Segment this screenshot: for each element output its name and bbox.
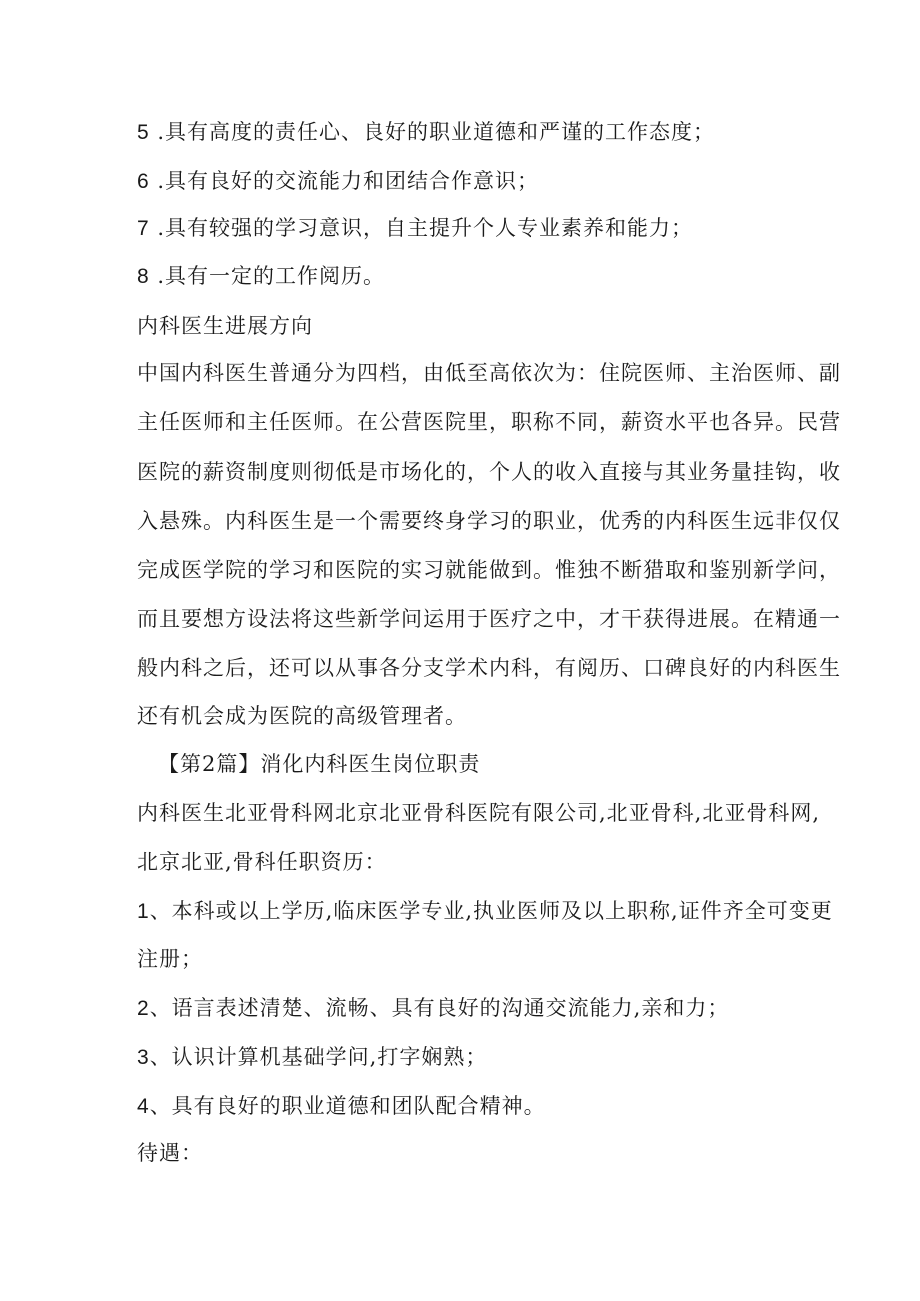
requirement-item — [137, 896, 833, 927]
item-number: 1 — [137, 900, 150, 923]
item-text: 、认识计算机基础学问,打字娴熟； — [149, 1045, 488, 1069]
intro-line: 内科医生北亚骨科网北京北亚骨科医院有限公司,北亚骨科,北亚骨科网, — [137, 801, 821, 825]
paragraph-line: 中国内科医生普通分为四档，由低至高依次为：住院医师、主治医师、副 — [137, 361, 841, 385]
requirement-item — [137, 1042, 487, 1073]
list-item — [137, 261, 385, 292]
paragraph-line: 主任医师和主任医师。在公营医院里，职称不同，薪资水平也各异。民营 — [137, 410, 841, 434]
item-text: .具有一定的工作阅历。 — [157, 264, 386, 288]
item-number: 3 — [137, 1046, 150, 1069]
item-text: .具有较强的学习意识，自主提升个人专业素养和能力； — [157, 216, 694, 240]
chapter-title: 【第2篇】消化内科医生岗位职责 — [158, 752, 481, 776]
list-item — [137, 166, 539, 197]
section-heading: 内科医生进展方向 — [137, 314, 313, 338]
item-text: 、语言表述清楚、流畅、具有良好的沟通交流能力,亲和力； — [149, 996, 730, 1020]
list-item — [137, 213, 693, 244]
paragraph-line: 完成医学院的学习和医院的实习就能做到。惟独不断猎取和鉴别新学问， — [137, 558, 841, 582]
item-number: 6 — [137, 170, 150, 193]
item-text: .具有良好的交流能力和团结合作意识； — [157, 169, 540, 193]
list-item — [137, 117, 715, 148]
item-number: 8 — [137, 265, 150, 288]
item-text: .具有高度的责任心、良好的职业道德和严谨的工作态度； — [157, 120, 716, 144]
paragraph-line: 而且要想方设法将这些新学问运用于医疗之中，才干获得进展。在精通一 — [137, 607, 841, 631]
item-number: 4 — [137, 1095, 150, 1118]
requirement-item — [137, 1091, 546, 1122]
item-number: 2 — [137, 997, 150, 1020]
item-number: 5 — [137, 121, 150, 144]
item-number: 7 — [137, 217, 150, 240]
item-text: 注册； — [137, 947, 203, 971]
intro-line: 北京北亚,骨科任职资历： — [137, 850, 387, 874]
paragraph-line: 还有机会成为医院的高级管理者。 — [137, 704, 467, 728]
item-text: 、具有良好的职业道德和团队配合精神。 — [149, 1094, 546, 1118]
paragraph-line: 入悬殊。内科医生是一个需要终身学习的职业，优秀的内科医生远非仅仅 — [137, 509, 841, 533]
paragraph-line: 医院的薪资制度则彻低是市场化的，个人的收入直接与其业务量挂钩，收 — [137, 460, 841, 484]
requirement-item — [137, 993, 729, 1024]
paragraph-line: 般内科之后，还可以从事各分支学术内科，有阅历、口碑良好的内科医生 — [137, 656, 841, 680]
requirement-item — [137, 944, 203, 975]
benefits-label: 待遇： — [137, 1141, 203, 1165]
item-text: 、本科或以上学历,临床医学专业,执业医师及以上职称,证件齐全可变更 — [149, 899, 833, 923]
